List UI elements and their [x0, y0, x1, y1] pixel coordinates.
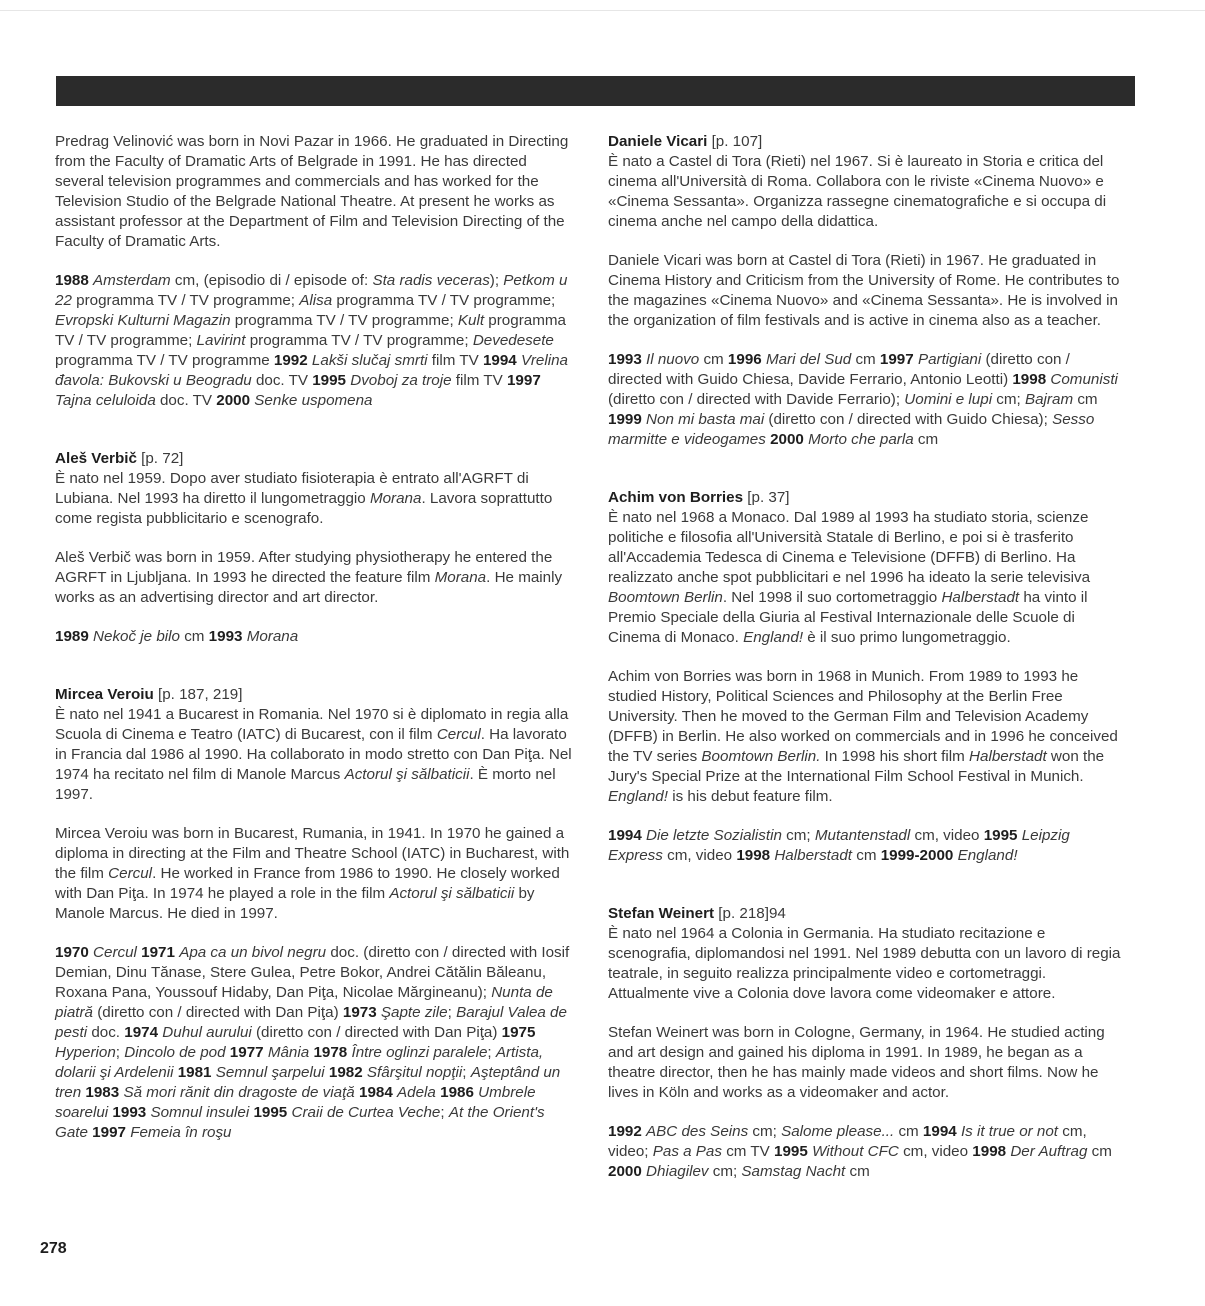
film-title: Non mi basta mai [646, 411, 765, 428]
film-title: Somnul insulei [150, 1104, 250, 1121]
film-title: Morto che parla [808, 431, 914, 448]
film-year: 1994 [608, 827, 642, 844]
film-year: 1995 [774, 1143, 808, 1160]
bio-it: È nato nel 1959. Dopo aver studiato fisioterapia è entrato all'AGRFT di Lubiana. Nel 1993 ha diretto il lungometraggio Morana. Lavora soprattutto come regista pubblicitario e scenografo. [55, 470, 553, 527]
director-name: Mircea Veroiu [55, 686, 154, 703]
bio-en: Aleš Verbič was born in 1959. After studying physiotherapy he entered the AGRFT in Ljubljana. In 1993 he directed the feature film Morana. He mainly works as an advertising director and art director. [55, 549, 563, 606]
film-year: 1996 [727, 351, 762, 368]
film-title: Kult [457, 312, 485, 329]
bio-en: Daniele Vicari was born at Castel di Tora (Rieti) in 1967. He graduated in Cinema History and Criticism from the University of Rome. He contributes to the magazines «Cinema Nuovo» and «Cinema Sessanta». He is involved in the organization of film festivals and is active in cinema also as a teacher. [608, 252, 1120, 329]
film-title: Halberstadt [941, 589, 1020, 606]
film-title: Alisa [299, 292, 333, 309]
film-year: 2000 [770, 431, 804, 448]
film-year: 1999-2000 [880, 847, 954, 864]
film-title: Il nuovo [646, 351, 700, 368]
film-title: Lavirint [196, 332, 246, 349]
right-column [608, 132, 1128, 1182]
film-title: Duhul aurului [162, 1024, 252, 1041]
film-year: 1992 [608, 1123, 642, 1140]
film-title: England! [957, 847, 1018, 864]
page-ref: [p. 187, 219] [158, 686, 243, 703]
film-title: Barajul Valea de pesti [55, 1004, 567, 1041]
film-title: Amsterdam [93, 272, 171, 289]
film-year: 1993 [608, 351, 642, 368]
film-year: 1998 [1012, 371, 1047, 388]
film-title: Uomini e lupi [904, 391, 993, 408]
left-column [55, 132, 575, 1143]
filmography: 1992 ABC des Seins cm; Salome please... cm 1994 Is it true or not cm, video; Pas a Pas cm TV 1995 Without CFC cm, video 1998 Der Auftrag cm 2000 Dhiagilev cm; Samstag Nacht cm [608, 1123, 1112, 1180]
film-year: 1998 [972, 1143, 1007, 1160]
page-ref: [p. 218]94 [718, 905, 786, 922]
film-title: Senke uspomena [254, 392, 373, 409]
film-title: Hyperion [55, 1044, 116, 1061]
film-title: England! [608, 788, 668, 805]
film-title: Aşteptând un tren [55, 1064, 561, 1101]
header-bar [56, 76, 1135, 106]
film-title: Without CFC [812, 1143, 899, 1160]
bio-it: È nato nel 1941 a Bucarest in Romania. Nel 1970 si è diplomato in regia alla Scuola di Cinema e Teatro (IATC) di Bucarest, con il film Cercul. Ha lavorato in Francia dal 1986 al 1990. Ha collaborato in modo stretto con Dan Piţa. Nel 1974 ha recitato nel film di Manole Marcus Actorul şi sălbaticii. È morto nel 1997. [55, 706, 572, 803]
film-title: Între oglinzi paralele [351, 1044, 488, 1061]
film-year: 1999 [608, 411, 642, 428]
bio-en: Predrag Velinović was born in Novi Pazar in 1966. He graduated in Directing from the Faculty of Dramatic Arts of Belgrade in 1991. He has directed several television programmes and commercials and has worked for the Television Studio of the Belgrade National Theatre. At present he works as assistant professor at the Department of Film and Television Directing of the Faculty of Dramatic Arts. [55, 133, 569, 250]
film-title: Şapte zile [380, 1004, 448, 1021]
film-title: Leipzig Express [608, 827, 1070, 864]
film-year: 1995 [253, 1104, 288, 1121]
film-title: Pas a Pas [652, 1143, 722, 1160]
entry-verbic [55, 449, 575, 647]
page-top-rule [0, 10, 1205, 11]
bio-it: È nato a Castel di Tora (Rieti) nel 1967. Si è laureato in Storia e critica del cinema all'Università di Roma. Collabora con le riviste «Cinema Nuovo» e «Cinema Sessanta». Organizza rassegne cinematografiche e si occupa di cinema anche nel campo della didattica. [608, 153, 1107, 230]
bio-en: Achim von Borries was born in 1968 in Munich. From 1989 to 1993 he studied History, Political Sciences and Philosophy at the Berlin Free University. Then he moved to the German Film and Television Academy (DFFB) in Berlin. He also worked on commercials and in 1996 he conceived the TV series Boomtown Berlin. In 1998 his short film Halberstadt won the Jury's Special Prize at the International Film School Festival in Munich. England! is his debut feature film. [608, 668, 1118, 805]
film-title: Petkom u 22 [55, 272, 568, 309]
bio-it: È nato nel 1968 a Monaco. Dal 1989 al 1993 ha studiato storia, scienze politiche e filosofia all'Università Statale di Berlino, e poi si è trasferito all'Accademia Tedesca di Cinema e Televisione (DFFB) di Berlino. Ha realizzato anche spot pubblicitari e nel 1996 ha ideato la serie televisiva Boomtown Berlin. Nel 1998 il suo cortometraggio Halberstadt ha vinto il Premio Speciale della Giuria al Festival Internazionale delle Scuole di Cinema di Monaco. England! è il suo primo lungometraggio. [608, 509, 1091, 646]
film-year: 1973 [342, 1004, 377, 1021]
bio-en: Mircea Veroiu was born in Bucarest, Rumania, in 1941. In 1970 he gained a diploma in directing at the Film and Theatre School (IATC) in Bucharest, with the film Cercul. He worked in France from 1986 to 1990. He closely worked with Dan Piţa. In 1974 he played a role in the film Actorul şi sălbaticii by Manole Marcus. He died in 1997. [55, 825, 570, 922]
film-title: Tajna celuloida [55, 392, 156, 409]
page-ref: [p. 37] [747, 489, 790, 506]
film-title: Artista, dolarii şi Ardelenii [55, 1044, 544, 1081]
film-year: 1984 [359, 1084, 393, 1101]
film-title: Umbrele soarelui [55, 1084, 536, 1121]
film-title: Dincolo de pod [124, 1044, 226, 1061]
film-title: Morana [434, 569, 487, 586]
film-title: Cercul [108, 865, 153, 882]
entry-veroiu [55, 685, 575, 1143]
director-name: Stefan Weinert [608, 905, 715, 922]
film-title: Boomtown Berlin. [701, 748, 821, 765]
page-ref: [p. 107] [711, 133, 763, 150]
film-year: 1981 [177, 1064, 212, 1081]
film-title: Dvoboj za troje [350, 372, 452, 389]
film-year: 1989 [55, 628, 89, 645]
filmography: 1970 Cercul 1971 Apa ca un bivol negru doc. (diretto con / directed with Iosif Demian, Dinu Tănase, Stere Gulea, Petre Bokor, Andrei Cătălin Băleanu, Roxana Pana, Youssouf Hidaby, Dan Piţa, Nicolae Mărgineanu); Nunta de piatră (diretto con / directed with Dan Piţa) 1973 Şapte zile; Barajul Valea de pesti doc. 1974 Duhul aurului (diretto con / directed with Dan Piţa) 1975 Hyperion; Dincolo de pod 1977 Mânia 1978 Între oglinzi paralele; Artista, dolarii şi Ardelenii 1981 Semnul şarpelui 1982 Sfârşitul nopţii; Aşteptând un tren 1983 Să mori rănit din dragoste de viaţă 1984 Adela 1986 Umbrele soarelui 1993 Somnul insulei 1995 Craii de Curtea Veche; At the Orient's Gate 1997 Femeia în roşu [55, 944, 570, 1141]
film-year: 1975 [501, 1024, 536, 1041]
film-title: Vrelina đavola: Bukovski u Beogradu [55, 352, 569, 389]
film-year: 1994 [482, 352, 517, 369]
filmography: 1988 Amsterdam cm, (episodio di / episode of: Sta radis veceras); Petkom u 22 programma TV / TV programme; Alisa programma TV / TV programme; Evropski Kulturni Magazin programma TV / TV programme; Kult programma TV / TV programme; Lavirint programma TV / TV programme; Devedesete programma TV / TV programme 1992 Lakši slučaj smrti film TV 1994 Vrelina đavola: Bukovski u Beogradu doc. TV 1995 Dvoboj za troje film TV 1997 Tajna celuloida doc. TV 2000 Senke uspomena [55, 272, 569, 409]
film-title: Morana [246, 628, 299, 645]
film-title: Morana [369, 490, 422, 507]
film-title: Actorul şi sălbaticii [344, 766, 470, 783]
film-title: Adela [397, 1084, 436, 1101]
film-title: Der Auftrag [1010, 1143, 1088, 1160]
film-year: 1983 [85, 1084, 120, 1101]
film-year: 1978 [313, 1044, 348, 1061]
film-title: Devedesete [472, 332, 554, 349]
entry-von-borries [608, 488, 1128, 866]
film-title: Sta radis veceras [372, 272, 490, 289]
film-title: Mari del Sud [765, 351, 852, 368]
entry-vicari [608, 132, 1128, 450]
film-year: 1988 [55, 272, 89, 289]
film-year: 1977 [229, 1044, 264, 1061]
film-title: Cercul [436, 726, 481, 743]
film-title: Salome please... [781, 1123, 895, 1140]
film-title: Boomtown Berlin [608, 589, 723, 606]
film-year: 1986 [440, 1084, 474, 1101]
film-year: 2000 [216, 392, 251, 409]
film-title: Apa ca un bivol negru [179, 944, 327, 961]
filmography: 1994 Die letzte Sozialistin cm; Mutantenstadl cm, video 1995 Leipzig Express cm, video 1998 Halberstadt cm 1999-2000 England! [608, 827, 1070, 864]
page-number: 278 [40, 1240, 67, 1257]
film-year: 1995 [312, 372, 347, 389]
film-title: Die letzte Sozialistin [646, 827, 782, 844]
film-title: Nunta de piatră [55, 984, 553, 1021]
film-year: 1982 [328, 1064, 363, 1081]
film-title: Partigiani [917, 351, 982, 368]
film-title: Mutantenstadl [814, 827, 911, 844]
filmography: 1993 Il nuovo cm 1996 Mari del Sud cm 1997 Partigiani (diretto con / directed with Guido Chiesa, Davide Ferrario, Antonio Leotti) 1998 Comunisti (diretto con / directed with Davide Ferrario); Uomini e lupi cm; Bajram cm 1999 Non mi basta mai (diretto con / directed with Guido Chiesa); Sesso marmitte e videogames 2000 Morto che parla cm [608, 351, 1118, 448]
director-name: Aleš Verbič [55, 450, 137, 467]
film-year: 1992 [273, 352, 308, 369]
film-year: 1993 [208, 628, 243, 645]
film-title: Halberstadt [774, 847, 853, 864]
film-title: Mânia [267, 1044, 310, 1061]
film-year: 2000 [608, 1163, 642, 1180]
film-title: Nekoč je bilo [93, 628, 180, 645]
film-year: 1997 [506, 372, 541, 389]
film-title: Sesso marmitte e videogames [608, 411, 1095, 448]
film-title: At the Orient's Gate [55, 1104, 545, 1141]
film-title: Is it true or not [960, 1123, 1059, 1140]
film-title: Halberstadt [969, 748, 1047, 765]
film-title: Samstag Nacht [741, 1163, 846, 1180]
film-year: 1970 [55, 944, 89, 961]
film-title: Evropski Kulturni Magazin [55, 312, 231, 329]
filmography: 1989 Nekoč je bilo cm 1993 Morana [55, 628, 299, 645]
film-year: 1997 [879, 351, 914, 368]
page-ref: [p. 72] [141, 450, 184, 467]
film-year: 1971 [141, 944, 175, 961]
entry-velinovic [55, 132, 575, 411]
film-year: 1993 [112, 1104, 147, 1121]
film-year: 1974 [124, 1024, 159, 1041]
film-title: Să mori rănit din dragoste de viaţă [123, 1084, 355, 1101]
film-title: Comunisti [1050, 371, 1118, 388]
film-title: ABC des Seins [646, 1123, 749, 1140]
film-title: Sfârşitul nopţii [366, 1064, 463, 1081]
film-title: Femeia în roşu [130, 1124, 232, 1141]
director-name: Daniele Vicari [608, 133, 708, 150]
bio-en: Stefan Weinert was born in Cologne, Germany, in 1964. He studied acting and art design and gained his diploma in 1991. In 1989, he began as a theatre director, then he has mainly made videos and short films. Now he lives in Köln and works as a videomaker and actor. [608, 1024, 1105, 1101]
film-title: Dhiagilev [646, 1163, 709, 1180]
entry-weinert [608, 904, 1128, 1182]
film-year: 1998 [736, 847, 771, 864]
film-title: Lakši slučaj smrti [311, 352, 428, 369]
director-name: Achim von Borries [608, 489, 744, 506]
bio-it: È nato nel 1964 a Colonia in Germania. Ha studiato recitazione e scenografia, diplomandosi nel 1991. Nel 1989 debutta con un lavoro di regia teatrale, in seguito realizza principalmente video e cortometraggi. Attualmente vive a Colonia dove lavora come videomaker e attore. [608, 925, 1121, 1002]
film-year: 1994 [922, 1123, 957, 1140]
film-title: Actorul şi sălbaticii [389, 885, 515, 902]
film-title: Semnul şarpelui [215, 1064, 325, 1081]
film-title: Craii de Curtea Veche [291, 1104, 441, 1121]
film-title: Cercul [93, 944, 137, 961]
film-title: Bajram [1024, 391, 1074, 408]
film-year: 1995 [983, 827, 1018, 844]
film-year: 1997 [92, 1124, 126, 1141]
film-title: England! [743, 629, 804, 646]
